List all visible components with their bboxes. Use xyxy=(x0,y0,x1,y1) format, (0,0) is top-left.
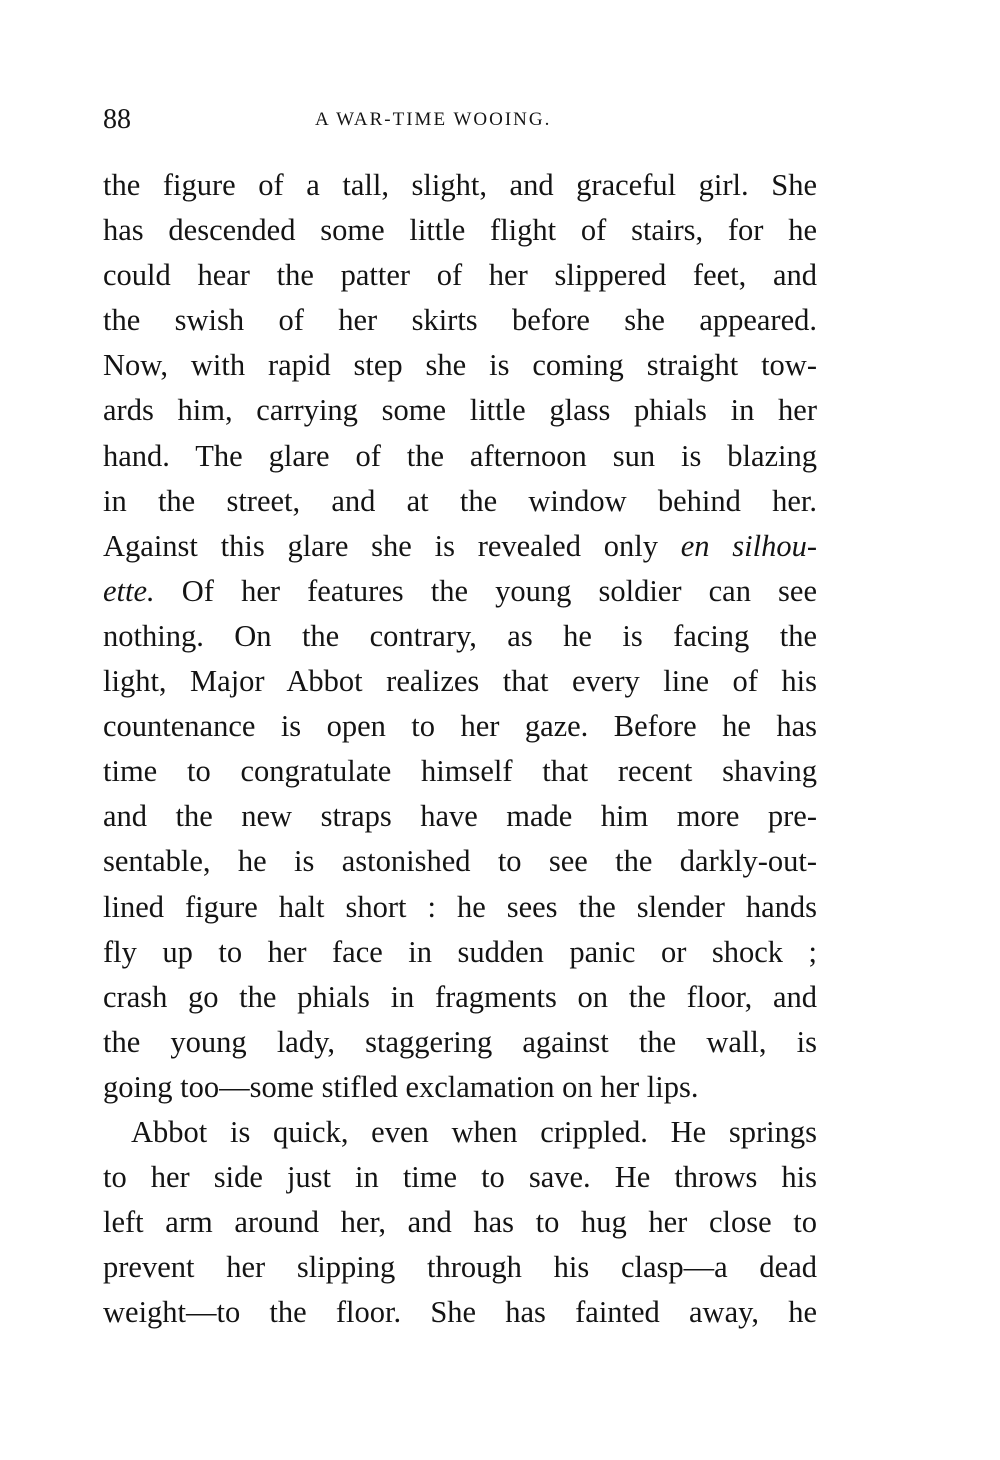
text-line: ards him, carrying some little glass phials in her xyxy=(103,393,817,428)
text-line: crash go the phials in fragments on the floor, and xyxy=(103,979,817,1014)
text-line: countenance is open to her gaze. Before he has xyxy=(103,709,817,744)
text-line: to her side just in time to save. He throws his xyxy=(103,1160,817,1195)
text-line: in the street, and at the window behind her. xyxy=(103,483,817,518)
running-head xyxy=(103,100,817,140)
text-line: Abbot is quick, even when crippled. He springs xyxy=(131,1114,817,1149)
body-text xyxy=(103,163,817,1335)
italic-phrase: en silhou- xyxy=(680,528,817,563)
text-line: the young lady, staggering against the wall, is xyxy=(103,1024,817,1059)
text-line: could hear the patter of her slippered feet, and xyxy=(103,258,817,293)
text-line: prevent her slipping through his clasp—a dead xyxy=(103,1250,817,1285)
text-line: left arm around her, and has to hug her close to xyxy=(103,1205,817,1240)
text-line: Now, with rapid step she is coming straight tow- xyxy=(103,348,817,383)
text-line: nothing. On the contrary, as he is facing the xyxy=(103,618,817,653)
running-title: A WAR-TIME WOOING. xyxy=(315,109,552,130)
page-number: 88 xyxy=(103,104,131,135)
text-line: time to congratulate himself that recent shaving xyxy=(103,754,817,789)
text-line: and the new straps have made him more pre- xyxy=(103,799,817,834)
text-line: fly up to her face in sudden panic or shock ; xyxy=(103,934,817,969)
text-line: the swish of her skirts before she appeared. xyxy=(103,303,817,338)
text-line: ette. Of her features the young soldier can see xyxy=(103,573,817,608)
text-line: has descended some little flight of stairs, for he xyxy=(103,213,817,248)
text-line: hand. The glare of the afternoon sun is blazing xyxy=(103,438,817,473)
text-line: sentable, he is astonished to see the darkly-out- xyxy=(103,844,817,879)
text-line: weight—to the floor. She has fainted away, he xyxy=(103,1295,817,1330)
text-line: going too—some stifled exclamation on her lips. xyxy=(103,1069,699,1104)
text-line: Against this glare she is revealed only en silhou- xyxy=(103,528,817,563)
italic-phrase: ette. xyxy=(103,573,155,608)
text-line: the figure of a tall, slight, and graceful girl. She xyxy=(103,168,817,202)
text-line: light, Major Abbot realizes that every line of his xyxy=(103,664,817,699)
text-line: lined figure halt short : he sees the slender hands xyxy=(103,889,817,924)
